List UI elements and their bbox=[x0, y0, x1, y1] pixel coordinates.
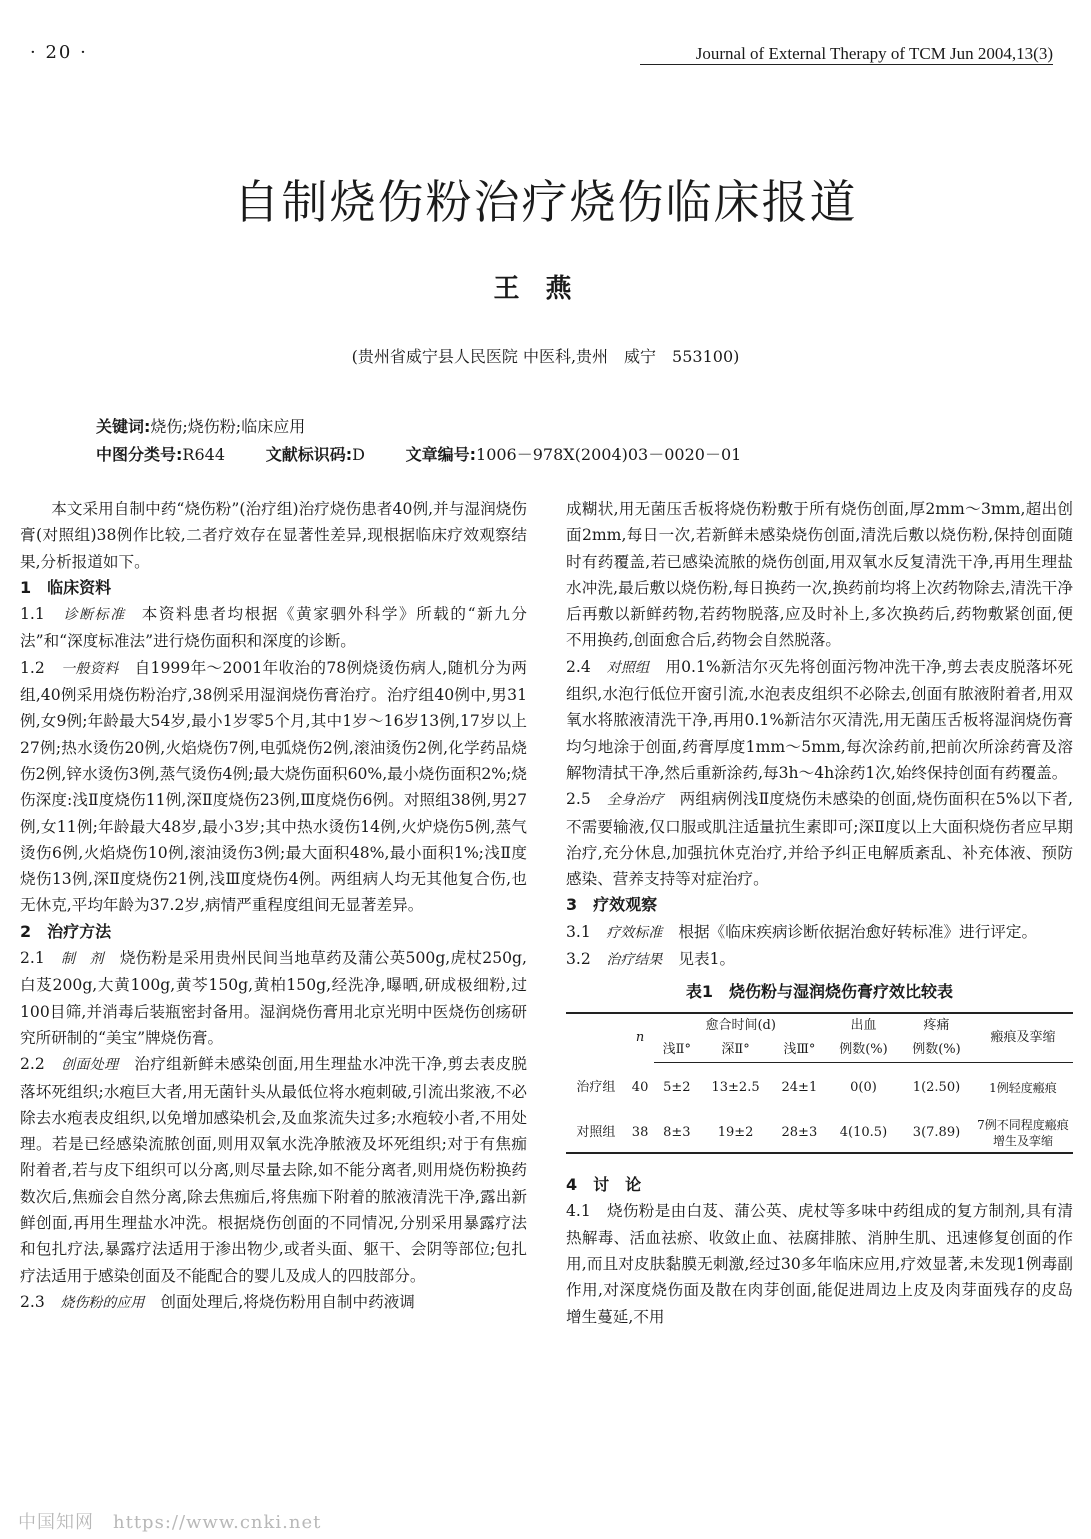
table-header-deep-2: 深Ⅱ° bbox=[699, 1038, 771, 1063]
table-cell-pain: 3(7.89) bbox=[900, 1114, 973, 1153]
section-number: 2.3 bbox=[20, 1292, 45, 1311]
section-text: 自1999年～2001年收治的78例烧烫伤病人,随机分为两组,40例采用烧伤粉治疗,38例采用湿润烧伤膏治疗。治疗组40例中,男31例,女9例;年龄最大54岁,最小1岁零5个月,其中1岁～16岁13例,17岁以上27例;热水烫伤20例,火焰烧伤7例,电弧烧伤2例,滚油烫伤2例,化学药品烧伤2例,锌水烫伤3例,蒸气烫伤4例;最大烧伤面积60%,最小烧伤面积2%;烧伤深度:浅Ⅱ度烧伤11例,深Ⅱ度烧伤23例,Ⅲ度烧伤6例。对照组38例,男27例,女11例;年龄最大48岁,最小3岁;其中热水烫伤14例,火炉烧伤5例,蒸气烫伤6例,火焰烧伤10例,滚油烫伤3例;最大面积48%,最小面积1%;浅Ⅱ度烧伤13例,深Ⅱ度烧伤21例,浅Ⅲ度烧伤4例。两组病人均无其他复合伤,也无休克,平均年龄为37.2岁,病情严重程度组间无显著差异。 bbox=[20, 658, 528, 915]
table-cell-superficial-2: 8±3 bbox=[654, 1114, 699, 1153]
section-number: 3.2 bbox=[566, 950, 591, 969]
section-3-heading: 3 疗效观察 bbox=[566, 895, 658, 915]
journal-header: Journal of External Therapy of TCM Jun 2004,13(3) bbox=[695, 44, 1053, 63]
table-cell-scar: 7例不同程度瘢痕增生及挛缩 bbox=[973, 1114, 1073, 1153]
section-2-3 bbox=[20, 1289, 527, 1316]
subsection-heading: 制 剂 bbox=[60, 951, 104, 968]
keywords-line bbox=[96, 414, 305, 437]
table-header-pain: 疼痛 bbox=[900, 1013, 973, 1038]
table-cell-bleed: 0(0) bbox=[850, 1080, 877, 1096]
article-title: 自制烧伤粉治疗烧伤临床报道 bbox=[233, 175, 858, 229]
header-rule bbox=[640, 64, 1053, 65]
table-header-group bbox=[566, 1013, 626, 1063]
table-cell-group: 治疗组 bbox=[576, 1080, 616, 1096]
keywords-label: 关键词: bbox=[96, 417, 151, 436]
classification-line bbox=[96, 442, 741, 465]
keywords-text: 烧伤;烧伤粉;临床应用 bbox=[150, 417, 306, 436]
section-1-heading: 1 临床资料 bbox=[20, 577, 112, 597]
table-header-superficial-3: 浅Ⅲ° bbox=[772, 1038, 827, 1063]
subsection-heading: 诊断标准 bbox=[63, 607, 126, 624]
clc-value: R644 bbox=[182, 445, 225, 464]
section-text: 根据《临床疾病诊断依据治愈好转标准》进行评定。 bbox=[678, 922, 1038, 941]
article-no-label: 文章编号: bbox=[405, 445, 477, 464]
section-2-4 bbox=[566, 654, 1073, 786]
section-2-2 bbox=[20, 1051, 527, 1289]
table-header-pain-count: 例数(%) bbox=[900, 1038, 973, 1063]
table-header-row bbox=[566, 1013, 1073, 1038]
section-number: 2.1 bbox=[20, 949, 45, 968]
table-cell-bleed: 4(10.5) bbox=[827, 1114, 900, 1153]
table-cell-deep-2: 19±2 bbox=[699, 1114, 771, 1153]
section-number: 2.5 bbox=[566, 790, 591, 809]
author-affiliation: (贵州省威宁县人民医院 中医科,贵州 威宁 553100) bbox=[351, 347, 740, 366]
table-header-scar: 瘢痕及挛缩 bbox=[973, 1013, 1073, 1063]
subsection-heading: 治疗结果 bbox=[606, 952, 663, 969]
right-column bbox=[566, 496, 1073, 1330]
page-number: · 20 · bbox=[30, 42, 88, 63]
section-text: 烧伤粉是采用贵州民间当地草药及蒲公英500g,虎杖250g,白芨200g,大黄100g,黄芩150g,黄柏150g,经洗净,曝晒,研成极细粉,过100目筛,并消毒后装瓶密封备用。湿润烧伤膏用北京光明中医烧伤创疡研究所研制的“美宝”牌烧伤膏。 bbox=[20, 949, 527, 1047]
subsection-heading: 创面处理 bbox=[61, 1057, 119, 1074]
section-number: 3.1 bbox=[566, 922, 591, 941]
table-cell-n: 38 bbox=[626, 1114, 655, 1153]
section-text: 本资料患者均根据《黄家驷外科学》所载的“新九分法”和“深度标准法”进行烧伤面积和深度的诊断。 bbox=[20, 605, 527, 651]
section-3-2 bbox=[566, 946, 1073, 973]
subsection-heading: 疗效标准 bbox=[606, 924, 663, 941]
table-caption: 表1 烧伤粉与湿润烧伤膏疗效比较表 bbox=[685, 982, 954, 1002]
subsection-heading: 对照组 bbox=[606, 659, 650, 676]
section-number: 1.2 bbox=[20, 658, 45, 677]
table-cell-superficial-2: 5±2 bbox=[663, 1080, 691, 1096]
results-table bbox=[566, 1012, 1073, 1155]
doc-code-value: D bbox=[352, 445, 365, 464]
subsection-heading: 烧伤粉的应用 bbox=[60, 1294, 145, 1311]
table-cell-n: 40 bbox=[631, 1080, 649, 1096]
section-number: 2.2 bbox=[20, 1055, 45, 1074]
section-number: 4.1 bbox=[566, 1202, 591, 1221]
table-row bbox=[566, 1062, 1073, 1114]
table-cell-pain: 1(2.50) bbox=[912, 1080, 961, 1096]
article-no-value: 1006－978X(2004)03－0020－01 bbox=[476, 445, 742, 464]
table-header-superficial-2: 浅Ⅱ° bbox=[654, 1038, 699, 1063]
article-author: 王燕 bbox=[493, 274, 598, 304]
table-header-bleed-count: 例数(%) bbox=[827, 1038, 900, 1063]
section-text: 治疗组新鲜未感染创面,用生理盐水冲洗干净,剪去表皮脱落坏死组织;水疱巨大者,用无菌针头从最低位将水疱刺破,引流出浆液,不必除去水疱表皮组织,以免增加感染机会,及血浆流失过多;水疱较小者,不用处理。若是已经感染流脓创面,则用双氧水洗净脓液及坏死组织;对于有焦痂附着者,若与皮下组织可以分离,则尽量去除,如不能分离者,则用烧伤粉换药数次后,焦痂会自然分离,除去焦痂后,将焦痂下附着的脓液清洗干净,露出新鲜创面,再用生理盐水冲洗。根据烧伤创面的不同情况,分别采用暴露疗法和包扎疗法,暴露疗法适用于渗出物少,或者头面、躯干、会阴等部位;包扎疗法适用于感染创面及不能配合的婴儿及成人的四肢部分。 bbox=[20, 1055, 527, 1285]
table-cell-group: 对照组 bbox=[566, 1114, 626, 1153]
table-header-bleed: 出血 bbox=[827, 1013, 900, 1038]
section-text: 两组病例浅Ⅱ度烧伤未感染的创面,烧伤面积在5%以下者,不需要输液,仅口服或肌注适量抗生素即可;深Ⅱ度以上大面积烧伤者应早期治疗,充分休息,加强抗休克治疗,并给予纠正电解质紊乱、补充体液、预防感染、营养支持等对症治疗。 bbox=[566, 790, 1073, 889]
section-2-3-continued: 成糊状,用无菌压舌板将烧伤粉敷于所有烧伤创面,厚2mm～3mm,超出创面2mm,每日一次,若新鲜未感染烧伤创面,清洗后敷以烧伤粉,保持创面随时有药覆盖,若已感染流脓的烧伤创面,用双氧水反复清洗干净,再用生理盐水冲洗,最后敷以烧伤粉,每日换药一次,换药前均将上次药物除去,清洗干净后再敷以新鲜药物,若药物脱落,应及时补上,多次换药后,药物敷紧创面,便不用换药,创面愈合后,药物会自然脱落。 bbox=[566, 500, 1073, 650]
table-row bbox=[566, 1114, 1073, 1153]
table-cell-scar: 1例轻度瘢痕 bbox=[989, 1081, 1057, 1096]
table-cell-superficial-3: 28±3 bbox=[772, 1114, 827, 1153]
section-number: 2.4 bbox=[566, 657, 591, 676]
left-column bbox=[20, 496, 527, 1316]
section-text: 创面处理后,将烧伤粉用自制中药液调 bbox=[160, 1292, 415, 1311]
section-2-5 bbox=[566, 786, 1073, 892]
table-cell-deep-2: 13±2.5 bbox=[711, 1080, 760, 1096]
section-2-1 bbox=[20, 945, 527, 1051]
subsection-heading: 一般资料 bbox=[61, 660, 119, 677]
section-number: 1.1 bbox=[20, 605, 45, 624]
section-4-1 bbox=[566, 1198, 1073, 1329]
section-1-2 bbox=[20, 655, 527, 919]
table-header-n: n bbox=[626, 1013, 655, 1063]
clc-label: 中图分类号: bbox=[96, 445, 183, 464]
table-header-heal-time: 愈合时间(d) bbox=[654, 1013, 827, 1038]
section-3-1 bbox=[566, 919, 1073, 946]
section-text: 见表1。 bbox=[678, 950, 736, 969]
doc-code-label: 文献标识码: bbox=[265, 445, 353, 464]
subsection-heading: 全身治疗 bbox=[606, 792, 664, 809]
section-4-heading: 4 讨 论 bbox=[566, 1175, 642, 1195]
section-text: 烧伤粉是由白芨、蒲公英、虎杖等多味中药组成的复方制剂,具有清热解毒、活血祛瘀、收敛止血、祛腐排脓、消肿生肌、迅速修复创面的作用,而且对皮肤黏膜无刺激,经过30多年临床应用,疗效显著,未发现1例毒副作用,对深度烧伤面及散在肉芽创面,能促进周边上皮及肉芽面残存的皮岛增生蔓延,不用 bbox=[566, 1202, 1073, 1326]
intro-paragraph: 本文采用自制中药“烧伤粉”(治疗组)治疗烧伤患者40例,并与湿润烧伤膏(对照组)38例作比较,二者疗效存在显著性差异,现根据临床疗效观察结果,分析报道如下。 bbox=[20, 500, 527, 571]
section-1-1 bbox=[20, 601, 527, 655]
cnki-watermark: 中国知网 https://www.cnki.net bbox=[18, 1512, 322, 1533]
section-2-heading: 2 治疗方法 bbox=[20, 921, 112, 941]
table-cell-superficial-3: 24±1 bbox=[781, 1080, 818, 1096]
section-text: 用0.1%新洁尔灭先将创面污物冲洗干净,剪去表皮脱落坏死组织,水泡行低位开窗引流,水泡表皮组织不必除去,创面有脓液附着者,用双氧水将脓液清洗干净,再用0.1%新洁尔灭清洗,用无菌压舌板将湿润烧伤膏均匀地涂于创面,药膏厚度1mm～5mm,每次涂药前,把前次所涂药膏及溶解物清拭干净,然后重新涂药,每3h～4h涂药1次,始终保持创面有药覆盖。 bbox=[566, 657, 1073, 782]
